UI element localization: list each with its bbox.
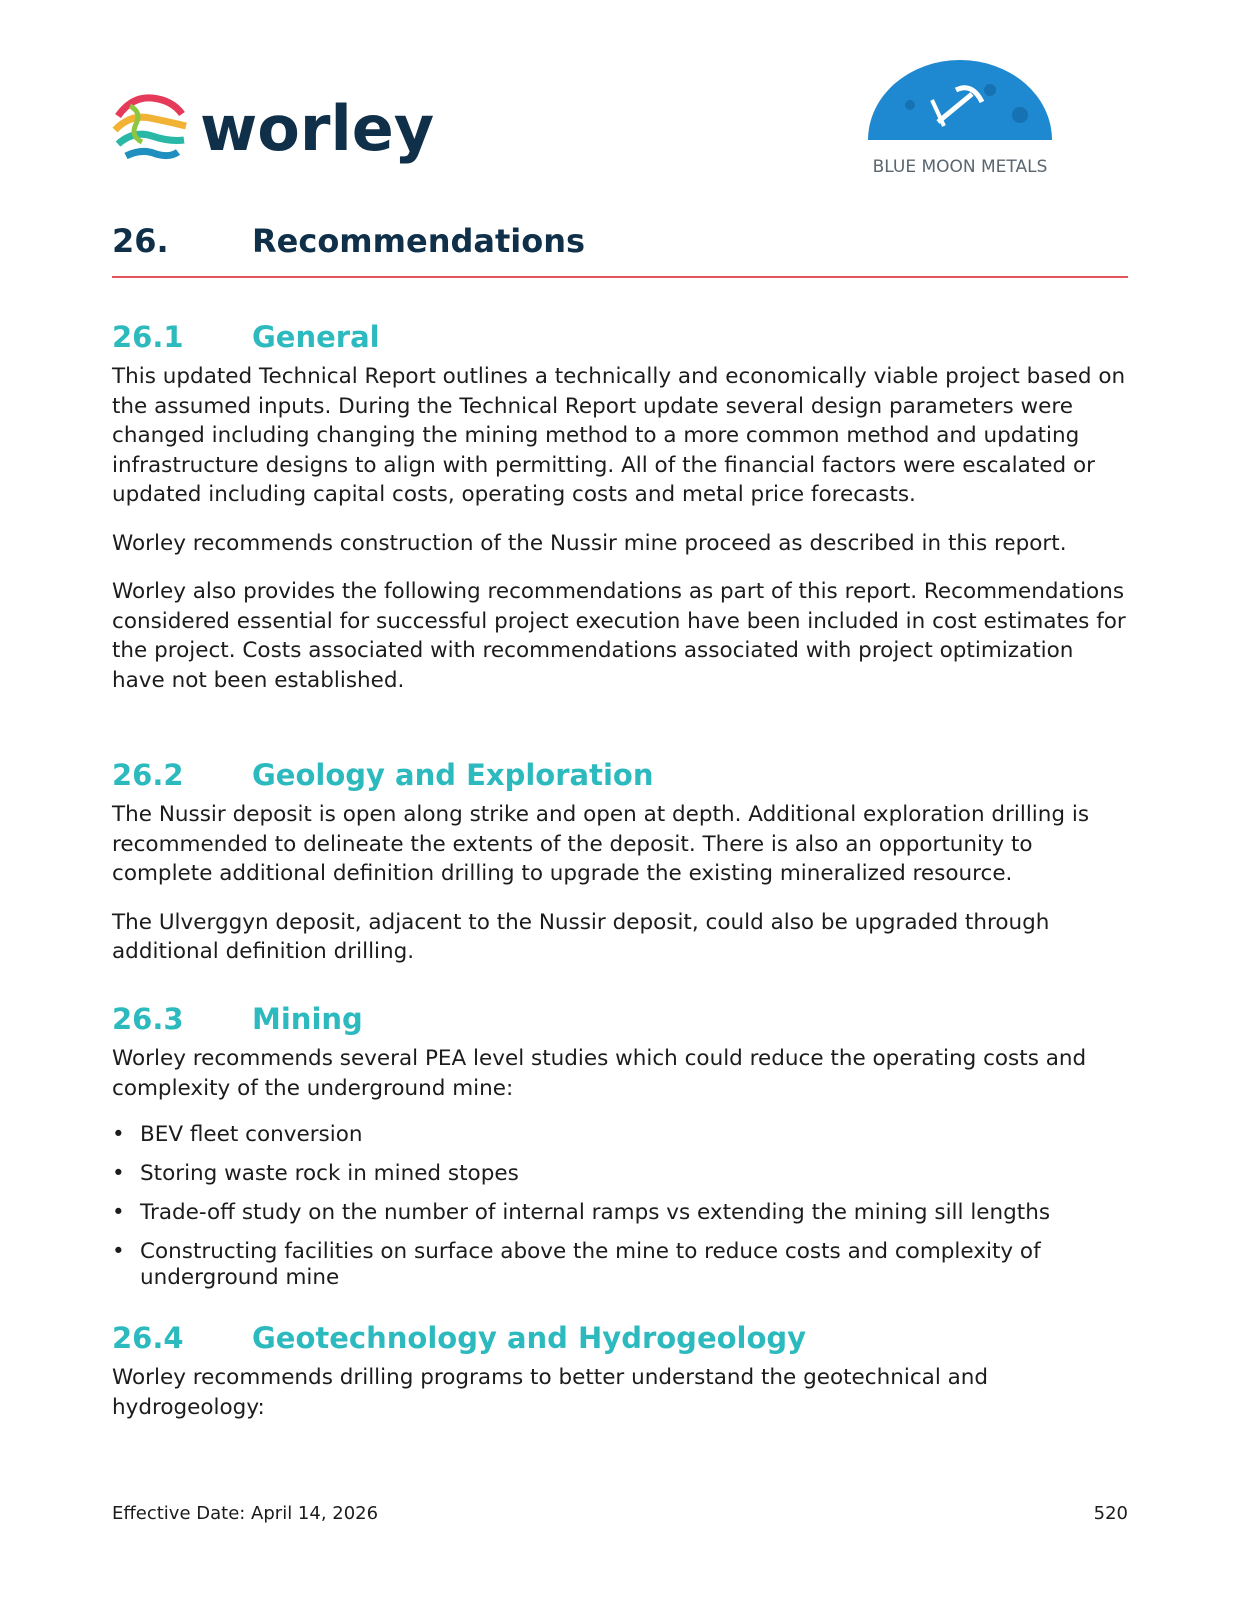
chapter-number: 26. [112,222,169,260]
section-title: Mining [252,1002,363,1036]
section-number: 26.1 [112,320,184,354]
paragraph: The Nussir deposit is open along strike and open at depth. Additional exploration drilling is recommended to delineate the extents of the deposit. There is also an opportunity to complete additional definition drilling to upgrade the existing mineralized resource. [112,802,1090,886]
section-number: 26.2 [112,758,184,792]
list-item: • Constructing facilities on surface above the mine to reduce costs and complexity of underground mine [112,1239,1128,1291]
paragraph: The Ulverggyn deposit, adjacent to the Nussir deposit, could also be upgraded through additional definition drilling. [112,909,1050,964]
paragraph: Worley recommends drilling programs to better understand the geotechnical and hydrogeology: [112,1365,989,1420]
paragraph: This updated Technical Report outlines a technically and economically viable project based on the assumed inputs. During the Technical Report update several design parameters were changed including changing the mining method to a more common method and updating infrastructure designs to align with permitting. All of the financial factors were escalated or updated including capital costs, operating costs and metal price forecasts. [112,364,1126,507]
section-number: 26.4 [112,1321,184,1355]
bullet-list [112,1122,1128,1291]
effective-date: Effective Date: April 14, 2026 [112,1503,379,1524]
worley-wordmark: worley [200,92,435,165]
section-number: 26.3 [112,1002,184,1036]
chapter-heading [112,222,1122,260]
section-heading [112,1000,1128,1038]
list-item: • BEV fleet conversion [112,1122,1128,1148]
paragraph: Worley recommends construction of the Nussir mine proceed as described in this report. [112,530,1067,556]
section-geotechnology-hydrogeology [112,1319,1128,1441]
chapter-title: Recommendations [252,222,586,260]
blue-moon-wordmark: BLUE MOON METALS [872,157,1048,177]
moon-icon [868,60,1052,140]
page-footer [112,1503,1128,1524]
section-title: General [252,320,380,354]
chapter-divider [112,276,1128,278]
section-geology-exploration [112,756,1128,986]
section-heading [112,1319,1128,1357]
blue-moon-metals-logo [860,60,1060,190]
worley-logo [112,86,452,176]
section-heading [112,756,1128,794]
list-item: • Storing waste rock in mined stopes [112,1161,1128,1187]
page-number: 520 [1093,1503,1128,1524]
section-heading [112,318,1128,356]
worley-swirl-icon [114,92,186,164]
section-mining [112,1000,1128,1304]
section-general [112,318,1128,714]
paragraph: Worley also provides the following recommendations as part of this report. Recommendations considered essential for successful project execution have been included in cost estimates for the project. Costs associated with recommendations associated with project optimization have not been established. [112,579,1126,693]
section-title: Geology and Exploration [252,758,654,792]
list-item: • Trade-off study on the number of internal ramps vs extending the mining sill lengths [112,1200,1128,1226]
paragraph: Worley recommends several PEA level studies which could reduce the operating costs and complexity of the underground mine: [112,1046,1087,1101]
section-title: Geotechnology and Hydrogeology [252,1321,807,1355]
